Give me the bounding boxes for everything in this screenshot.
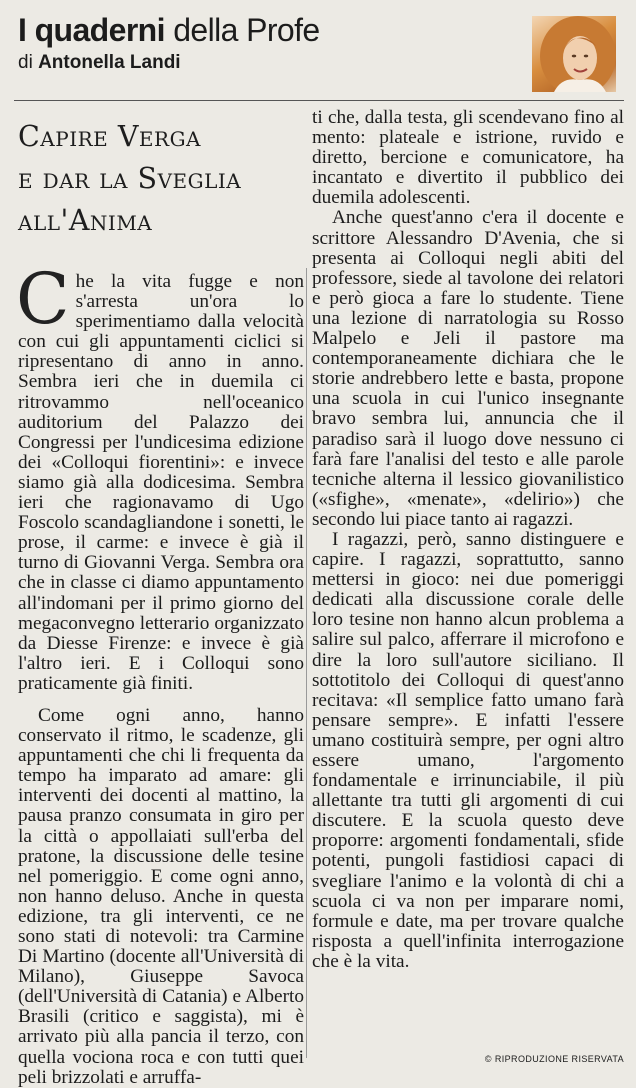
drop-cap: C <box>16 258 70 340</box>
author-name: Antonella Landi <box>38 52 181 73</box>
copyright-notice: © RIPRODUZIONE RISERVATA <box>484 1054 624 1064</box>
rubric-title-bold: I quaderni <box>18 12 165 48</box>
byline-prefix: di <box>18 52 33 73</box>
paragraph-2: Come ogni anno, hanno conservato il ritmo, le scadenze, gli appuntamenti che chi li frequenta da tempo ha imparato ad amare: gli interventi dei docenti al mattino, la pausa pranzo consumata in giro per la città o appollaiati sull'erba del pratone, la discussione delle tesine nel pomeriggio. E come ogni anno, non hanno deluso. Anche in questa edizione, tra gli interventi, ce ne sono stati di notevoli: tra Carmine Di Martino (docente all'Università di Milano), Giuseppe Savoca (dell'Università di Catania) e Alberto Brasili (critico e saggista), mi è arrivato più alla pancia il terzo, con quella vociona roca e con tutti quei peli brizzolati e arruffa- <box>18 704 304 1088</box>
headline <box>18 116 304 242</box>
paragraph-3: Anche quest'anno c'era il docente e scrittore Alessandro D'Avenia, che si presenta ai Colloqui negli abiti del professore, siede al tavolone dei relatori e però gioca a fare lo studente. Tiene una lezione di narratologia su Rosso Malpelo e Jeli il pastore ma contemporaneamente dichiara che le storie andrebbero lette e basta, propone una scuola in cui l'unico insegnante bravo sembra lui, annuncia che il paradiso sarà il luogo dove nessuno ci farà fare l'analisi del testo e alle parole tecniche alterna il lessico giovanilistico («sfighe», «menate», «delirio») che secondo lui piace tanto ai ragazzi. <box>312 207 624 530</box>
header-rule <box>14 100 624 101</box>
byline <box>18 52 518 74</box>
column-divider <box>306 268 307 1058</box>
paragraph-1 <box>16 258 304 694</box>
article-column-left <box>16 258 304 1088</box>
column-rubric <box>18 12 518 74</box>
paragraph-1-text: he la vita fugge e non s'arresta un'ora lo sperimentiamo dalla velocità con cui gli appuntamenti ciclici si ripresentano di anno in anno. Sembra ieri che in duemila ci ritrovammo nell'oceanico auditorium del Palazzo dei Congressi per l'undicesima edizione dei «Colloqui fiorentini»: e invece siamo già alla dodicesima. Sembra ieri che ragionavamo di Ugo Foscolo scandagliandone i sonetti, le prose, il carme: e invece è già il turno di Giovanni Verga. Sembra ora che in classe ci diamo appuntamento all'indomani per il primo giorno del megaconvegno letterario organizzato da Diesse Firenze: e invece è già l'altro ieri. E i Colloqui sono praticamente già finiti. <box>18 271 304 694</box>
rubric-title <box>18 12 518 48</box>
article-column-right <box>312 108 624 972</box>
author-photo <box>532 16 616 92</box>
headline-line-2: e dar la Sveglia <box>18 162 242 195</box>
paragraph-2-continued: ti che, dalla testa, gli scendevano fino al mento: plateale e istrione, ruvido e diretto, bercione e comunicatore, ha incantato e divertito il pubblico dei duemila adolescenti. <box>312 107 624 209</box>
rubric-title-rest: della Profe <box>173 12 320 48</box>
author-portrait-icon <box>532 16 616 92</box>
headline-line-3: all'Anima <box>18 204 153 237</box>
paragraph-4: I ragazzi, però, sanno distinguere e capire. I ragazzi, soprattutto, sanno mettersi in gioco: nei due pomeriggi dedicati alla discussione corale delle loro tesine non hanno alcun problema a salire sul palco, afferrare il microfono e dire la loro sull'autore siciliano. Il sottotitolo dei Colloqui di quest'anno recitava: «Il semplice fatto umano farà pensare sempre». E infatti l'essere umano costituirà sempre, per ogni altro essere umano, l'argomento fondamentale e irrinunciabile, il più allettante tra tutti gli argomenti di cui discutere. E la scuola questo deve proporre: argomenti fondamentali, sfide potenti, pungoli fastidiosi capaci di svegliare l'animo e la volontà di chi a scuola ci va non per imparare nomi, formule e date, ma per trovare qualche risposta a quell'infinita interrogazione che è la vita. <box>312 528 624 972</box>
headline-line-1: Capire Verga <box>18 120 201 153</box>
